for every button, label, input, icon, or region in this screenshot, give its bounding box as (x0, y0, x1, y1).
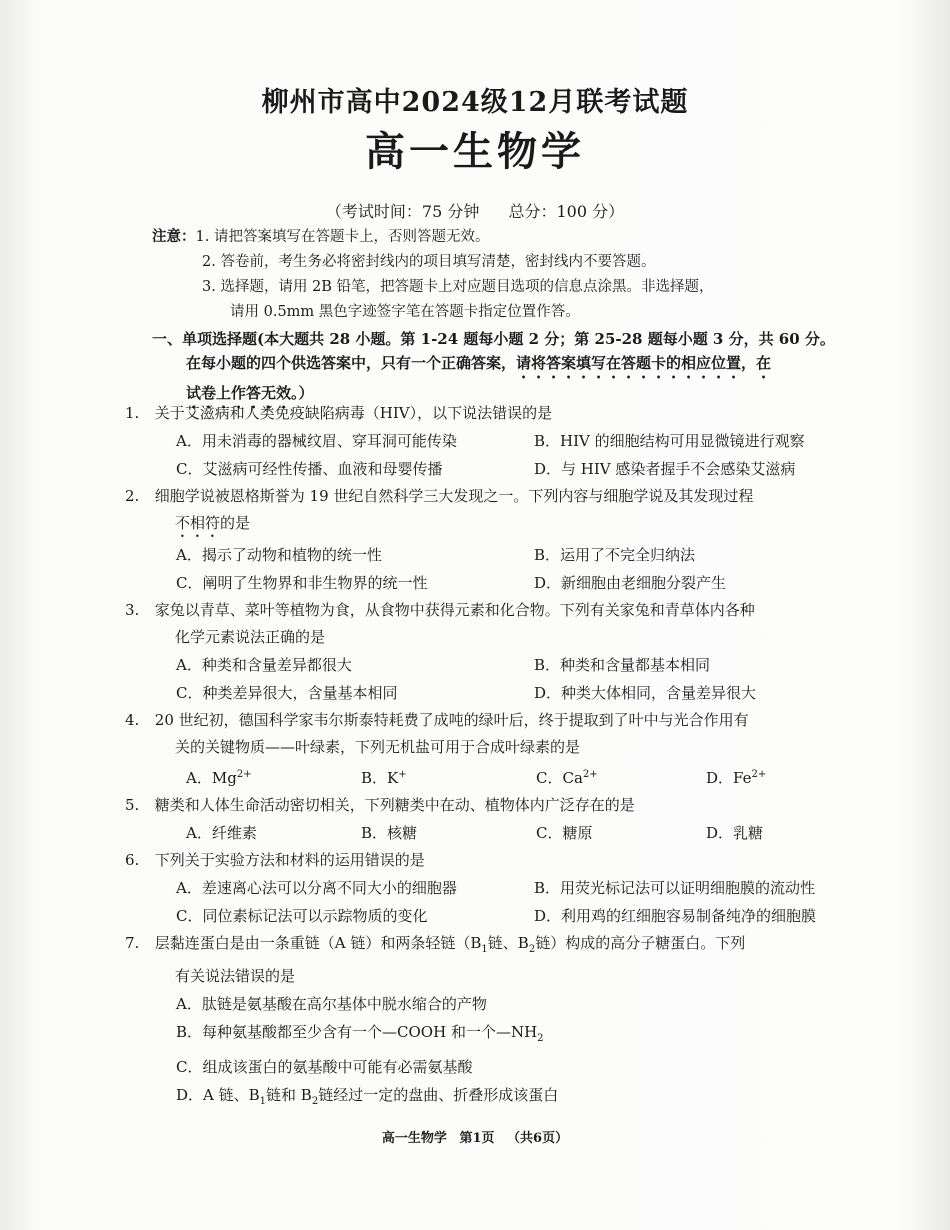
options (150, 819, 870, 847)
option-d: D．利用鸡的红细胞容易制备纯净的细胞膜 (534, 907, 817, 925)
ion-symbol: Ca (562, 769, 583, 787)
stem-emphasis: 不相符 (175, 514, 221, 532)
school-title: 柳州市高中2024级12月联考试题 (261, 87, 689, 118)
stem-text: 化学元素说法正确的是 (175, 628, 326, 646)
subscript: 2 (311, 1096, 319, 1107)
option-c: C．同位素标记法可以示踪物质的变化 (176, 907, 428, 925)
section-text: ） (298, 383, 314, 402)
option-text: 链和 B (266, 1086, 312, 1104)
question-7 (125, 930, 870, 1116)
question-stem: 2. 细胞学说被恩格斯誉为 19 世纪自然科学三大发现之一。下列内容与细胞学说及其发现过程 不相符的是 (125, 487, 754, 532)
option-d (706, 761, 856, 792)
notes-row (152, 275, 872, 300)
exam-time: （考试时间：75 分钟 (325, 202, 480, 221)
note-item: 2. 答卷前，考生务必将密封线内的项目填写清楚，密封线内不要答题。 (202, 254, 656, 270)
stem-text: 层黏连蛋白是由一条重链（A 链）和两条轻链（B (154, 934, 482, 952)
question-2 (125, 483, 870, 597)
ion-charge: 2+ (751, 769, 767, 780)
option-b (150, 1018, 870, 1053)
option-label: C． (536, 769, 563, 787)
stem-text: 家兔以青草、菜叶等植物为食，从食物中获得元素和化合物。下列有关家兔和青草体内各种 (154, 601, 755, 619)
option-c: C．组成该蛋白的氨基酸中可能有必需氨基酸 (176, 1058, 473, 1076)
option-a: A．纤维素 (186, 824, 257, 842)
ion-symbol: Fe (733, 769, 752, 787)
option-b: B．HIV 的细胞结构可用显微镜进行观察 (534, 432, 805, 450)
total-score: 总分：100 分） (508, 202, 625, 221)
option-text: B．每种氨基酸都至少含有一个—COOH 和一个—NH (176, 1023, 538, 1041)
section-emphasis: 请将答案填写在答题卡的相应位置，在 (516, 353, 772, 372)
stem-text: 链）构成的高分子糖蛋白。下列 (535, 934, 746, 952)
options (150, 761, 870, 792)
stem-text: 糖类和人体生命活动密切相关，下列糖类中在动、植物体内广泛存在的是 (154, 796, 635, 814)
option-label: B． (361, 769, 388, 787)
subscript: 1 (259, 1096, 267, 1107)
ion-charge: 2+ (582, 769, 598, 780)
option-d (150, 1081, 870, 1116)
footer-subject: 高一生物学 (381, 1131, 447, 1146)
option-b: B．核糖 (361, 824, 418, 842)
option-text: 链经过一定的盘曲、折叠形成该蛋白 (318, 1086, 559, 1104)
question-stem: 1. 关于艾滋病和人类免疫缺陷病毒（HIV），以下说法错误的是 (125, 404, 553, 422)
question-4 (125, 707, 870, 792)
option-c: C．艾滋病可经性传播、血液和母婴传播 (176, 460, 443, 478)
note-item: 1. 请把答案填写在答题卡上，否则答题无效。 (195, 229, 490, 245)
option-c: C．种类差异很大，含量基本相同 (176, 684, 398, 702)
stem-text: 细胞学说被恩格斯誉为 19 世纪自然科学三大发现之一。下列内容与细胞学说及其发现过程 (154, 487, 754, 505)
options (150, 541, 870, 597)
section-line-2 (152, 352, 867, 382)
options (150, 427, 870, 483)
option-a: A．种类和含量差异都很大 (176, 656, 352, 674)
option-a (186, 761, 361, 792)
stem-text: 关于艾滋病和人类免疫缺陷病毒（HIV），以下说法错误的是 (154, 404, 553, 422)
question-stem: 5. 糖类和人体生命活动密切相关，下列糖类中在动、植物体内广泛存在的是 (125, 796, 635, 814)
option-b: B．用荧光标记法可以证明细胞膜的流动性 (534, 879, 816, 897)
option-label: D． (706, 769, 734, 787)
notes-row (152, 224, 872, 250)
note-item: 3. 选择题，请用 2B 铅笔，把答题卡上对应题目选项的信息点涂黑。非选择题， (202, 279, 714, 295)
question-stem: 3. 家兔以青草、菜叶等植物为食，从食物中获得元素和化合物。下列有关家兔和青草体内各种 化学元素说法正确的是 (125, 601, 755, 646)
section-emphasis: 试卷上作答无效。 (186, 383, 299, 402)
option-d: D．新细胞由老细胞分裂产生 (534, 574, 727, 592)
option-a: A．差速离心法可以分离不同大小的细胞器 (176, 879, 457, 897)
option-c (536, 761, 706, 792)
notes-block (152, 224, 872, 325)
option-b: B．运用了不完全归纳法 (534, 546, 696, 564)
stem-text: 20 世纪初，德国科学家韦尔斯泰特耗费了成吨的绿叶后，终于提取到了叶中与光合作用有 (154, 711, 749, 729)
ion-charge: 2+ (236, 769, 252, 780)
options (150, 874, 870, 930)
stem-text: 关的关键物质——叶绿素，下列无机盐可用于合成叶绿素的是 (175, 738, 581, 756)
notes-label: 注意： (152, 228, 196, 245)
subscript: 1 (481, 944, 488, 955)
option-b: B．种类和含量都基本相同 (534, 656, 711, 674)
question-list (125, 400, 870, 1116)
footer-total: （共6页） (507, 1131, 569, 1146)
option-text: D．A 链、B (176, 1086, 260, 1104)
option-c: C．糖原 (536, 824, 593, 842)
ion-charge: + (398, 769, 407, 780)
question-stem: 4. 20 世纪初，德国科学家韦尔斯泰特耗费了成吨的绿叶后，终于提取到了叶中与光合作用有 关的关键物质——叶绿素，下列无机盐可用于合成叶绿素的是 (125, 711, 749, 756)
stem-text: 有关说法错误的是 (175, 967, 296, 985)
option-a: A．揭示了动物和植物的统一性 (176, 546, 382, 564)
option-b (361, 761, 536, 792)
option-a: A．肽链是氨基酸在高尔基体中脱水缩合的产物 (176, 995, 487, 1013)
page-footer (0, 1127, 950, 1146)
option-label: A． (186, 769, 212, 787)
ion-symbol: K (387, 769, 399, 787)
section-line-1: 一、单项选择题(本大题共 28 小题。第 1-24 题每小题 2 分；第 25-28 题每小题 3 分，共 60 分。 (152, 330, 835, 348)
subscript: 2 (528, 944, 536, 955)
notes-row (152, 300, 872, 325)
option-d: D．与 HIV 感染者握手不会感染艾滋病 (534, 460, 796, 478)
section-text: 在每小题的四个供选答案中，只有一个正确答案， (186, 353, 517, 372)
question-3 (125, 597, 870, 707)
ion-symbol: Mg (211, 769, 237, 787)
option-a: A．用未消毒的器械纹眉、穿耳洞可能传染 (176, 432, 457, 450)
option-d: D．种类大体相同，含量差异很大 (534, 684, 757, 702)
option-d: D．乳糖 (706, 824, 764, 842)
exam-info (0, 199, 950, 222)
question-stem: 6. 下列关于实验方法和材料的运用错误的是 (125, 851, 425, 869)
subscript: 2 (537, 1033, 544, 1044)
note-item: 请用 0.5mm 黑色字迹签字笔在答题卡指定位置作答。 (230, 304, 580, 320)
question-6 (125, 847, 870, 930)
section-heading (152, 328, 867, 412)
stem-text: 下列关于实验方法和材料的运用错误的是 (154, 851, 425, 869)
stem-text: 的是 (220, 514, 251, 532)
option-c: C．阐明了生物界和非生物界的统一性 (176, 574, 428, 592)
subject-title: 高一生物学 (365, 128, 585, 175)
notes-row (152, 250, 872, 275)
stem-text: 链、B (487, 934, 529, 952)
footer-page: 第1页 (459, 1131, 495, 1146)
question-1 (125, 400, 870, 483)
question-stem: 7. 层黏连蛋白是由一条重链（A 链）和两条轻链（$B_1$链、$B_2$链）构成的高分子糖蛋白。下列 有关说法错误的是 (125, 934, 746, 985)
options (150, 651, 870, 707)
question-5 (125, 792, 870, 847)
